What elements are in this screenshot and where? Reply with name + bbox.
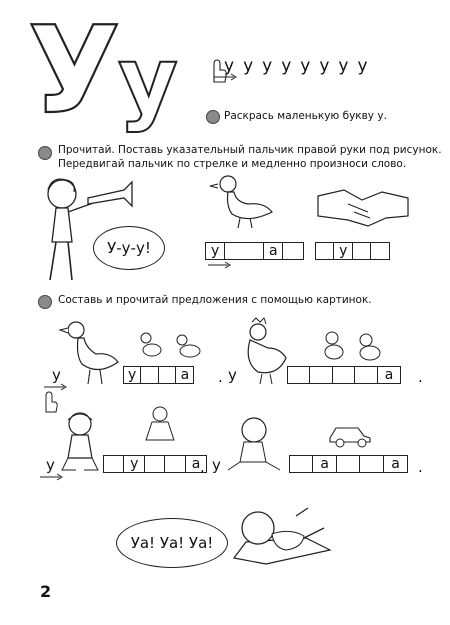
color-task-text: Раскрась маленькую букву у.	[224, 110, 387, 122]
sentence-boxes-row1-a	[124, 366, 194, 384]
task-bullet	[38, 146, 52, 160]
handshake-illustration	[318, 182, 410, 232]
letter-cell	[144, 455, 166, 473]
letter-cell	[315, 242, 335, 260]
letter-cell	[224, 242, 264, 260]
seq-letter: у	[300, 56, 311, 76]
seq-letter: у	[281, 56, 292, 76]
sentence-boxes-row2-b	[290, 455, 408, 473]
task-bullet	[206, 110, 220, 124]
letter-cell: а	[377, 366, 401, 384]
sentence-dot: .	[418, 368, 423, 386]
baby-boy-illustration	[226, 416, 282, 476]
letter-cell: а	[185, 455, 207, 473]
letter-cell	[140, 366, 159, 384]
seq-letter: у	[243, 56, 254, 76]
ducklings-illustration	[136, 330, 206, 360]
girl-sitting-illustration	[60, 410, 100, 474]
read-task-line2: Передвигай пальчик по стрелке и медленно произноси слово.	[58, 158, 407, 170]
seq-letter: у	[224, 56, 235, 76]
sentence-dot: .	[200, 458, 205, 476]
letter-cell	[352, 242, 372, 260]
sentence-dot: .	[418, 458, 423, 476]
speech-text: Уа! Уа! Уа!	[130, 534, 214, 552]
page-number: 2	[40, 582, 52, 601]
seq-letter: у	[357, 56, 368, 76]
read-task-line1: Прочитай. Поставь указательный пальчик правой руки под рисунок.	[58, 144, 442, 156]
toy-car-illustration	[328, 422, 372, 448]
letter-cell	[332, 366, 356, 384]
letter-cell: а	[312, 455, 337, 473]
baby-illustration	[226, 498, 336, 568]
task-bullet	[38, 295, 52, 309]
word-boxes-duck	[206, 242, 304, 260]
speech-text: У-у-у!	[107, 239, 151, 257]
letter-cell: у	[123, 455, 145, 473]
sentence-boxes-row2-a	[104, 455, 207, 473]
letter-cell	[336, 455, 361, 473]
sentence-dot: .	[218, 368, 223, 386]
letter-cell	[287, 366, 311, 384]
big-letter-u-upper	[28, 2, 128, 141]
sentence-boxes-row1-b	[288, 366, 401, 384]
letter-cell: у	[333, 242, 353, 260]
sentence-lead-letter: у	[52, 366, 61, 384]
pointing-hand-icon	[40, 390, 58, 414]
letter-cell	[309, 366, 333, 384]
sentence-task-text: Составь и прочитай предложения с помощью картинок.	[58, 294, 372, 306]
letter-cell	[289, 455, 314, 473]
duck-illustration	[208, 172, 278, 232]
sentence-lead-letter: у	[46, 456, 55, 474]
word-boxes-handshake	[316, 242, 390, 260]
hen-illustration	[240, 318, 290, 388]
letter-cell	[370, 242, 390, 260]
letter-cell: а	[175, 366, 194, 384]
sentence-lead-letter: у	[228, 366, 237, 384]
letter-cell	[158, 366, 177, 384]
big-letter-u-lower	[118, 27, 188, 134]
letter-cell	[103, 455, 125, 473]
letter-cell: а	[263, 242, 284, 260]
seq-letter: у	[262, 56, 273, 76]
svg-text:У: У	[28, 2, 121, 141]
letter-cell	[164, 455, 186, 473]
big-duck-illustration	[60, 318, 120, 388]
arrow-icon	[208, 262, 232, 268]
letter-cell: у	[205, 242, 226, 260]
speech-bubble-baby	[116, 518, 228, 568]
sentence-lead-letter: у	[212, 456, 221, 474]
chicks-illustration	[320, 328, 384, 362]
seq-letter: у	[338, 56, 349, 76]
arrow-icon	[40, 474, 64, 480]
letter-cell	[359, 455, 384, 473]
letter-cell	[282, 242, 304, 260]
letter-sequence	[224, 56, 377, 76]
letter-cell	[354, 366, 378, 384]
seq-letter: у	[319, 56, 330, 76]
letter-cell: у	[123, 366, 142, 384]
doll-illustration	[140, 404, 180, 444]
letter-cell: а	[383, 455, 408, 473]
svg-text:у: у	[118, 27, 178, 134]
speech-bubble-boy	[93, 226, 165, 270]
